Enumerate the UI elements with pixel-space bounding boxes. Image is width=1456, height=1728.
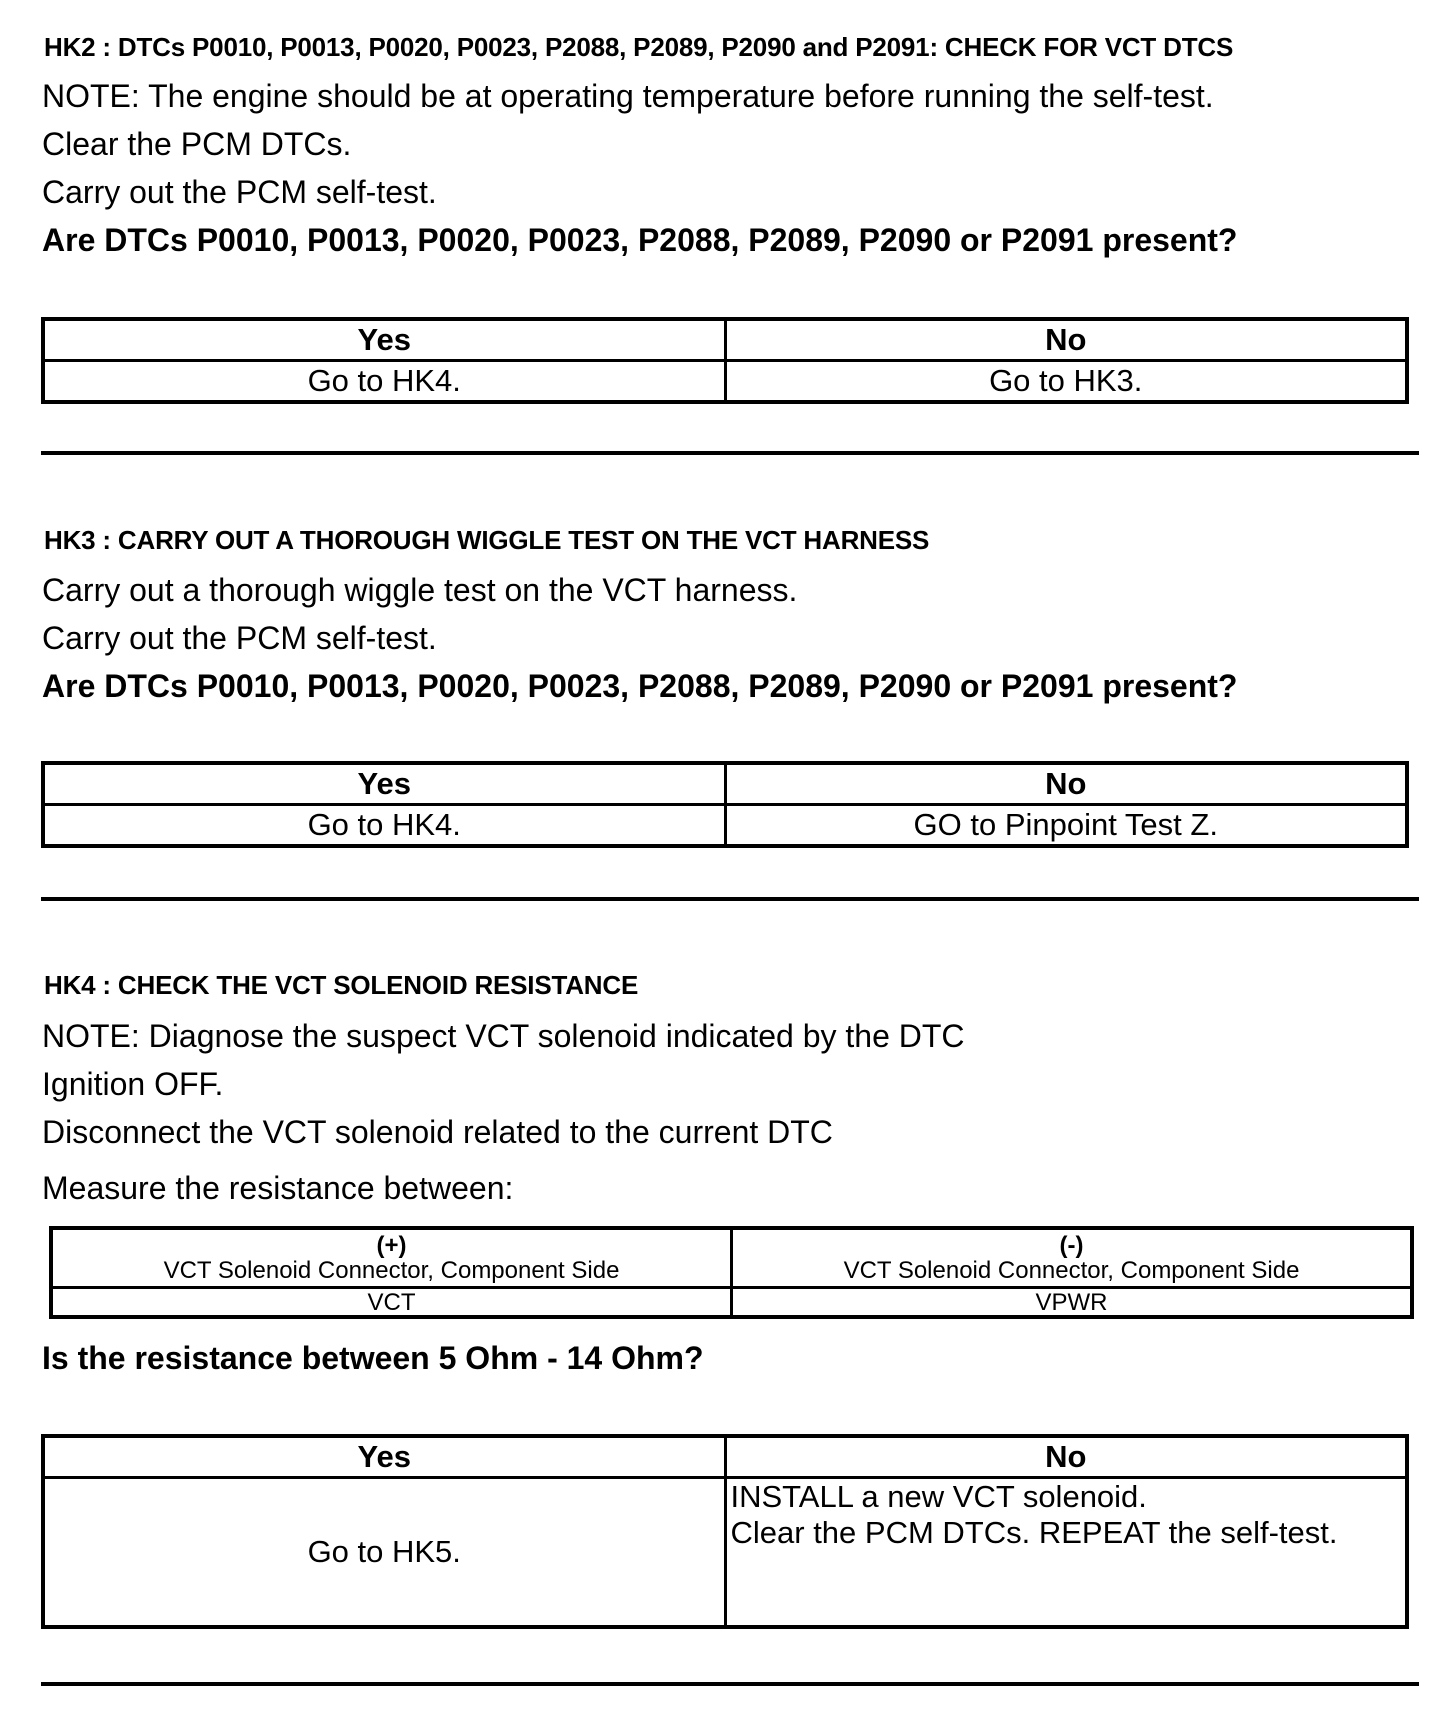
plus-pin-value: VCT: [51, 1288, 732, 1318]
hk4-no-header: No: [725, 1436, 1407, 1478]
hk2-no-action: Go to HK3.: [725, 361, 1407, 403]
hk3-step-wiggle-test: Carry out a thorough wiggle test on the VCT harness.: [42, 572, 798, 608]
hk3-no-action: GO to Pinpoint Test Z.: [725, 805, 1407, 847]
section-divider: [41, 451, 1419, 455]
hk2-step-self-test: Carry out the PCM self-test.: [42, 174, 437, 210]
hk4-yes-header: Yes: [43, 1436, 725, 1478]
hk3-question: Are DTCs P0010, P0013, P0020, P0023, P2088, P2089, P2090 or P2091 present?: [42, 668, 1238, 704]
hk3-yes-action: Go to HK4.: [43, 805, 725, 847]
hk4-note: NOTE: Diagnose the suspect VCT solenoid indicated by the DTC: [42, 1018, 965, 1054]
hk4-heading: HK4 : CHECK THE VCT SOLENOID RESISTANCE: [44, 970, 639, 1000]
hk3-result-table: [41, 761, 1409, 848]
plus-connector-label: VCT Solenoid Connector, Component Side: [163, 1257, 620, 1284]
hk4-result-table: [41, 1434, 1409, 1629]
section-divider: [41, 1682, 1419, 1686]
hk2-yes-header: Yes: [43, 319, 725, 361]
hk4-no-clear-repeat: Clear the PCM DTCs. REPEAT the self-test.: [730, 1515, 1338, 1550]
hk3-step-self-test: Carry out the PCM self-test.: [42, 620, 437, 656]
measure-plus-header: [51, 1228, 732, 1288]
hk2-no-header: No: [725, 319, 1407, 361]
hk4-yes-action: Go to HK5.: [43, 1478, 725, 1628]
hk4-no-install-solenoid: INSTALL a new VCT solenoid.: [730, 1479, 1147, 1514]
hk2-question: Are DTCs P0010, P0013, P0020, P0023, P2088, P2089, P2090 or P2091 present?: [42, 222, 1238, 258]
measure-minus-header: [732, 1228, 1413, 1288]
hk4-step-disconnect: Disconnect the VCT solenoid related to the current DTC: [42, 1114, 833, 1150]
hk2-result-table: [41, 317, 1409, 404]
plus-sign: (+): [376, 1232, 407, 1259]
hk4-step-measure: Measure the resistance between:: [42, 1170, 514, 1206]
hk2-step-clear-dtcs: Clear the PCM DTCs.: [42, 126, 352, 162]
hk4-step-ignition-off: Ignition OFF.: [42, 1066, 224, 1102]
hk3-heading: HK3 : CARRY OUT A THOROUGH WIGGLE TEST ON THE VCT HARNESS: [44, 525, 930, 555]
hk2-note: NOTE: The engine should be at operating temperature before running the self-test.: [42, 78, 1214, 114]
hk2-yes-action: Go to HK4.: [43, 361, 725, 403]
section-divider: [41, 897, 1419, 901]
hk3-no-header: No: [725, 763, 1407, 805]
hk4-no-action: [725, 1478, 1407, 1628]
hk3-yes-header: Yes: [43, 763, 725, 805]
minus-connector-label: VCT Solenoid Connector, Component Side: [843, 1257, 1300, 1284]
hk2-heading: HK2 : DTCs P0010, P0013, P0020, P0023, P2088, P2089, P2090 and P2091: CHECK FOR VCT DTCS: [44, 32, 1234, 62]
hk4-measure-table: [49, 1226, 1414, 1319]
minus-pin-value: VPWR: [732, 1288, 1413, 1318]
hk4-question: Is the resistance between 5 Ohm - 14 Ohm?: [42, 1340, 704, 1376]
minus-sign: (-): [1059, 1232, 1084, 1259]
